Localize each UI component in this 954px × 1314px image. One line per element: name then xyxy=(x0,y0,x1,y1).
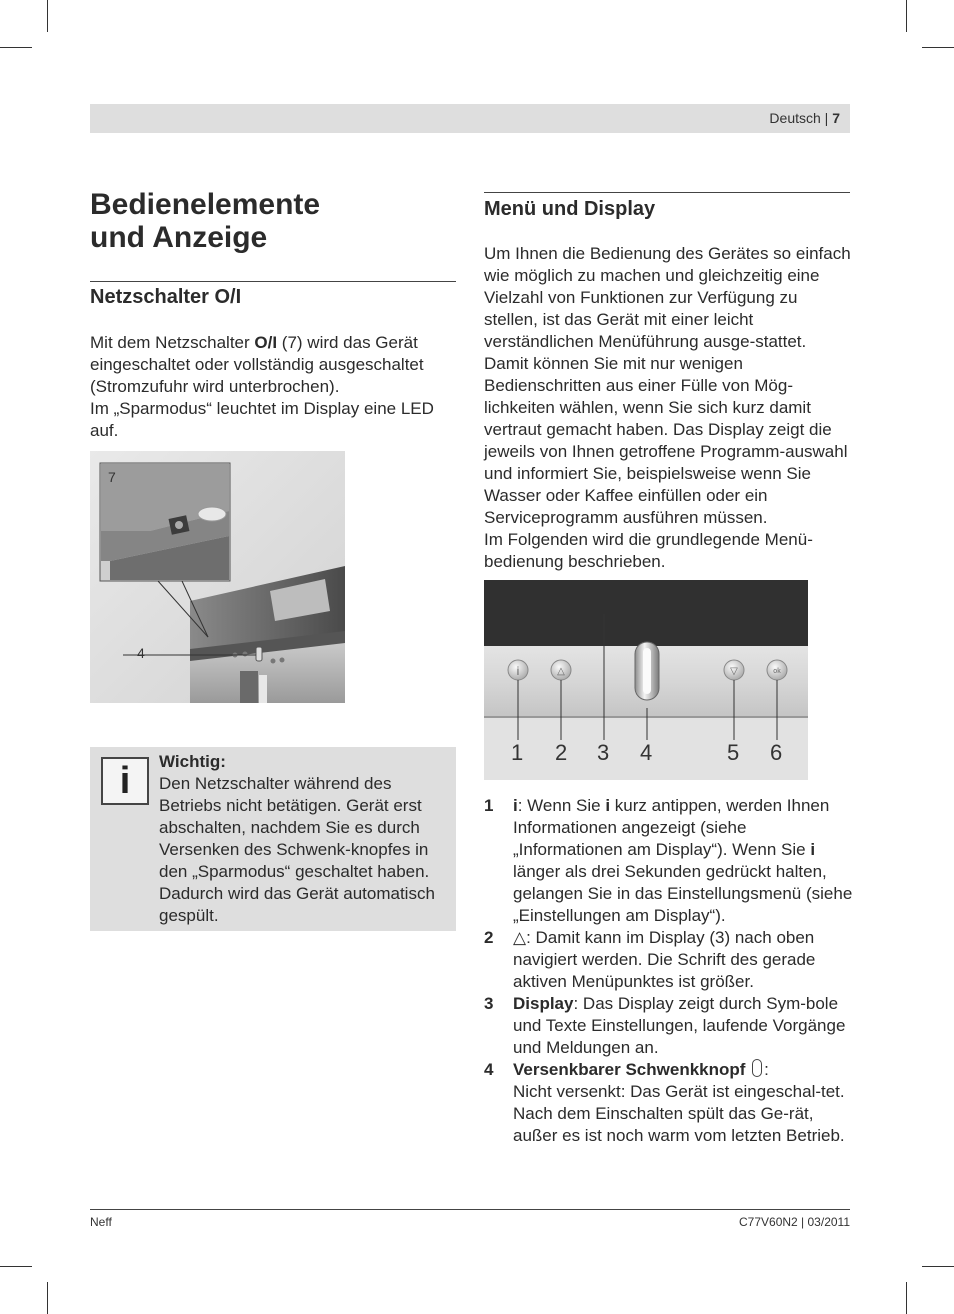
svg-text:i: i xyxy=(516,664,520,678)
control-list xyxy=(484,795,854,1147)
header-language: Deutsch xyxy=(769,110,821,126)
crop-mark xyxy=(906,1282,907,1314)
panel-label-6: 6 xyxy=(770,740,783,765)
header-bar xyxy=(90,104,850,133)
footer-rule xyxy=(90,1209,850,1210)
list-item: 3 Display: Das Display zeigt durch Sym-bole und Texte Einstellungen, laufende Vorgänge und Meldungen an. xyxy=(484,994,846,1057)
photo-callout-7: 7 xyxy=(108,469,116,485)
note-text-block xyxy=(159,751,449,927)
menu-intro-paragraph: Um Ihnen die Bedienung des Gerätes so einfach wie möglich zu machen und gleichzeitig eine Vielzahl von Funktionen zur Verfügung zu stellen, ist das Gerät mit einer leicht verständlichen Menüführung ausge-stattet. Damit können Sie mit nur wenigen Bedienschritten aus einer Fülle von Mög-lichkeiten wählen, wenn Sie sich kurz damit vertraut gemacht haben. Das Display zeigt die jeweils von Ihnen getroffene Programm-auswahl und informiert Sie, beispielsweise wenn Sie Wasser oder Kaffee einfüllen oder ein Serviceprogramm ausführen müssen. Im Folgenden wird die grundlegende Menü-bedienung beschrieben. xyxy=(484,244,851,571)
control-panel-image xyxy=(484,580,808,780)
crop-mark xyxy=(906,0,907,32)
svg-text:△: △ xyxy=(557,666,565,677)
up-arrow-icon: △ xyxy=(513,928,527,947)
section-rule-left xyxy=(90,281,456,282)
machine-photo-svg xyxy=(90,451,345,703)
svg-text:ok: ok xyxy=(773,668,781,675)
list-item: 4 Versenkbarer Schwenkknopf : Nicht versenkt: Das Gerät ist eingeschal-tet. Nach dem Einschalten spült das Ge-rät, außer es ist noch warm vom letzten Betrieb. xyxy=(484,1060,845,1145)
panel-label-4: 4 xyxy=(640,740,653,765)
crop-mark xyxy=(0,1266,32,1267)
crop-mark xyxy=(0,47,32,48)
list-item: 2 △: Damit kann im Display (3) nach oben navigiert werden. Die Schrift des gerade aktiven Menüpunktes ist größer. xyxy=(484,928,816,991)
section-title-menu: Menü und Display xyxy=(484,198,656,220)
section-title-netzschalter: Netzschalter O/I xyxy=(90,286,242,308)
header-page-number: 7 xyxy=(832,110,840,126)
important-note xyxy=(90,747,456,931)
header-separator: | xyxy=(824,110,829,126)
photo-callout-4: 4 xyxy=(137,645,145,661)
note-body: Den Netzschalter während des Betriebs nicht betätigen. Gerät erst abschalten, nachdem Sie es durch Versenken des Schwenk-knopfes in den „Sparmodus“ geschaltet haben. Dadurch wird das Gerät automatisch gespült. xyxy=(159,774,435,925)
footer-brand: Neff xyxy=(90,1215,112,1229)
panel-label-5: 5 xyxy=(727,740,740,765)
section-rule-right xyxy=(484,192,850,193)
page-title: Bedienelemente und Anzeige xyxy=(90,188,321,254)
svg-text:▽: ▽ xyxy=(730,666,738,677)
footer-doc-code: C77V60N2 | 03/2011 xyxy=(739,1215,850,1229)
panel-label-2: 2 xyxy=(555,740,568,765)
machine-photo xyxy=(90,451,345,703)
knob-icon xyxy=(752,1059,762,1077)
info-icon: i xyxy=(101,757,149,805)
panel-label-1: 1 xyxy=(511,740,524,765)
panel-label-3: 3 xyxy=(597,740,610,765)
header-page-info xyxy=(769,110,840,126)
crop-mark xyxy=(922,47,954,48)
netzschalter-paragraph: Mit dem Netzschalter O/I (7) wird das Gerät eingeschaltet oder vollständig ausgeschaltet (Stromzufuhr wird unterbrochen). Im „Sparmodus“ leuchtet im Display eine LED auf. xyxy=(90,333,434,440)
crop-mark xyxy=(47,0,48,32)
crop-mark xyxy=(47,1282,48,1314)
note-heading: Wichtig: xyxy=(159,752,226,771)
crop-mark xyxy=(922,1266,954,1267)
list-item: 1 i: Wenn Sie i kurz antippen, werden Ihnen Informationen angezeigt (siehe „Informationen am Display“). Wenn Sie i länger als drei Sekunden gedrückt halten, gelangen Sie in das Einstellungsmenü (siehe „Einstellungen am Display“). xyxy=(484,796,853,925)
